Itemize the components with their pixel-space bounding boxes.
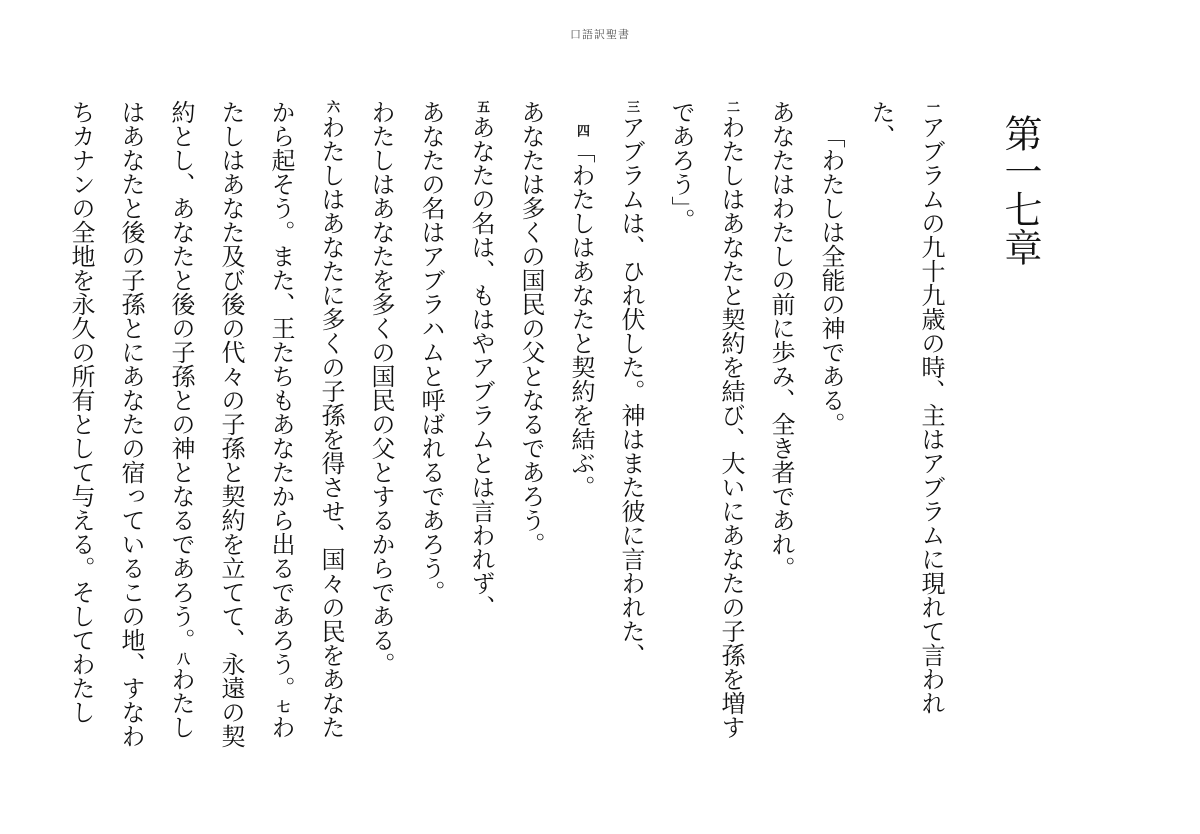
verse-text: わたしはあなたを多くの国民の父とするからである。 [367,100,395,676]
verse-number: 五 [474,100,489,113]
verse-text: あなたはわたしの前に歩み、全き者であれ。 [767,100,795,580]
verse-text: 「わたしは全能の神である。 [817,124,845,436]
verse-number: 六 [324,100,339,113]
verse-number: 三 [624,100,639,113]
verse-2 [656,100,756,760]
verse-5 [456,100,506,760]
verse-1-line-3 [756,100,806,760]
verse-5-line-2 [406,100,456,760]
verse-4 [556,100,606,760]
verse-1 [856,100,956,760]
verse-number: 二 [724,100,739,113]
verse-text: わたしはあなたに多くの子孫を得させ、国々の民をあなたから起そう。また、王たちもあなたから出るであろう。 [267,100,345,739]
verse-text: アブラムの九十九歳の時、主はアブラムに現れて言われた、 [867,100,945,715]
verse-3 [606,100,656,760]
verse-text: あなたの名はアブラハムと呼ばれるであろう。 [417,100,445,604]
verse-number: 四 [574,124,589,137]
verse-number: 八 [174,652,189,665]
verse-number: 一 [924,100,939,113]
verse-5-line-3 [356,100,406,760]
verse-text: わたしはあなたと後の子孫とにあなたの宿っているこの地、すなわちカナンの全地を永久の所有として与える。そしてわたし [67,100,195,748]
verse-1-line-2 [806,100,856,760]
verse-text: あなたは多くの国民の父となるであろう。 [517,100,545,556]
verse-text: アブラムは、ひれ伏した。神はまた彼に言われた、 [617,115,645,667]
running-header: 口語訳聖書 [570,28,630,41]
verse-text: わたしはあなた及び後の代々の子孫と契約を立てて、永遠の契約とし、あなたと後の子孫との神となるであろう。 [167,100,295,748]
page-body [67,100,1050,760]
verse-6-7-8 [56,100,356,760]
chapter-title: 第一七章 [998,114,1042,266]
verse-4-line-2 [506,100,556,760]
verse-text: わたしはあなたと契約を結び、大いにあなたの子孫を増すであろう」。 [667,100,745,739]
verse-number: 七 [274,700,289,713]
verse-text: 「わたしはあなたと契約を結ぶ。 [567,139,595,499]
verse-text: あなたの名は、もはやアブラムとは言われず、 [467,115,495,619]
